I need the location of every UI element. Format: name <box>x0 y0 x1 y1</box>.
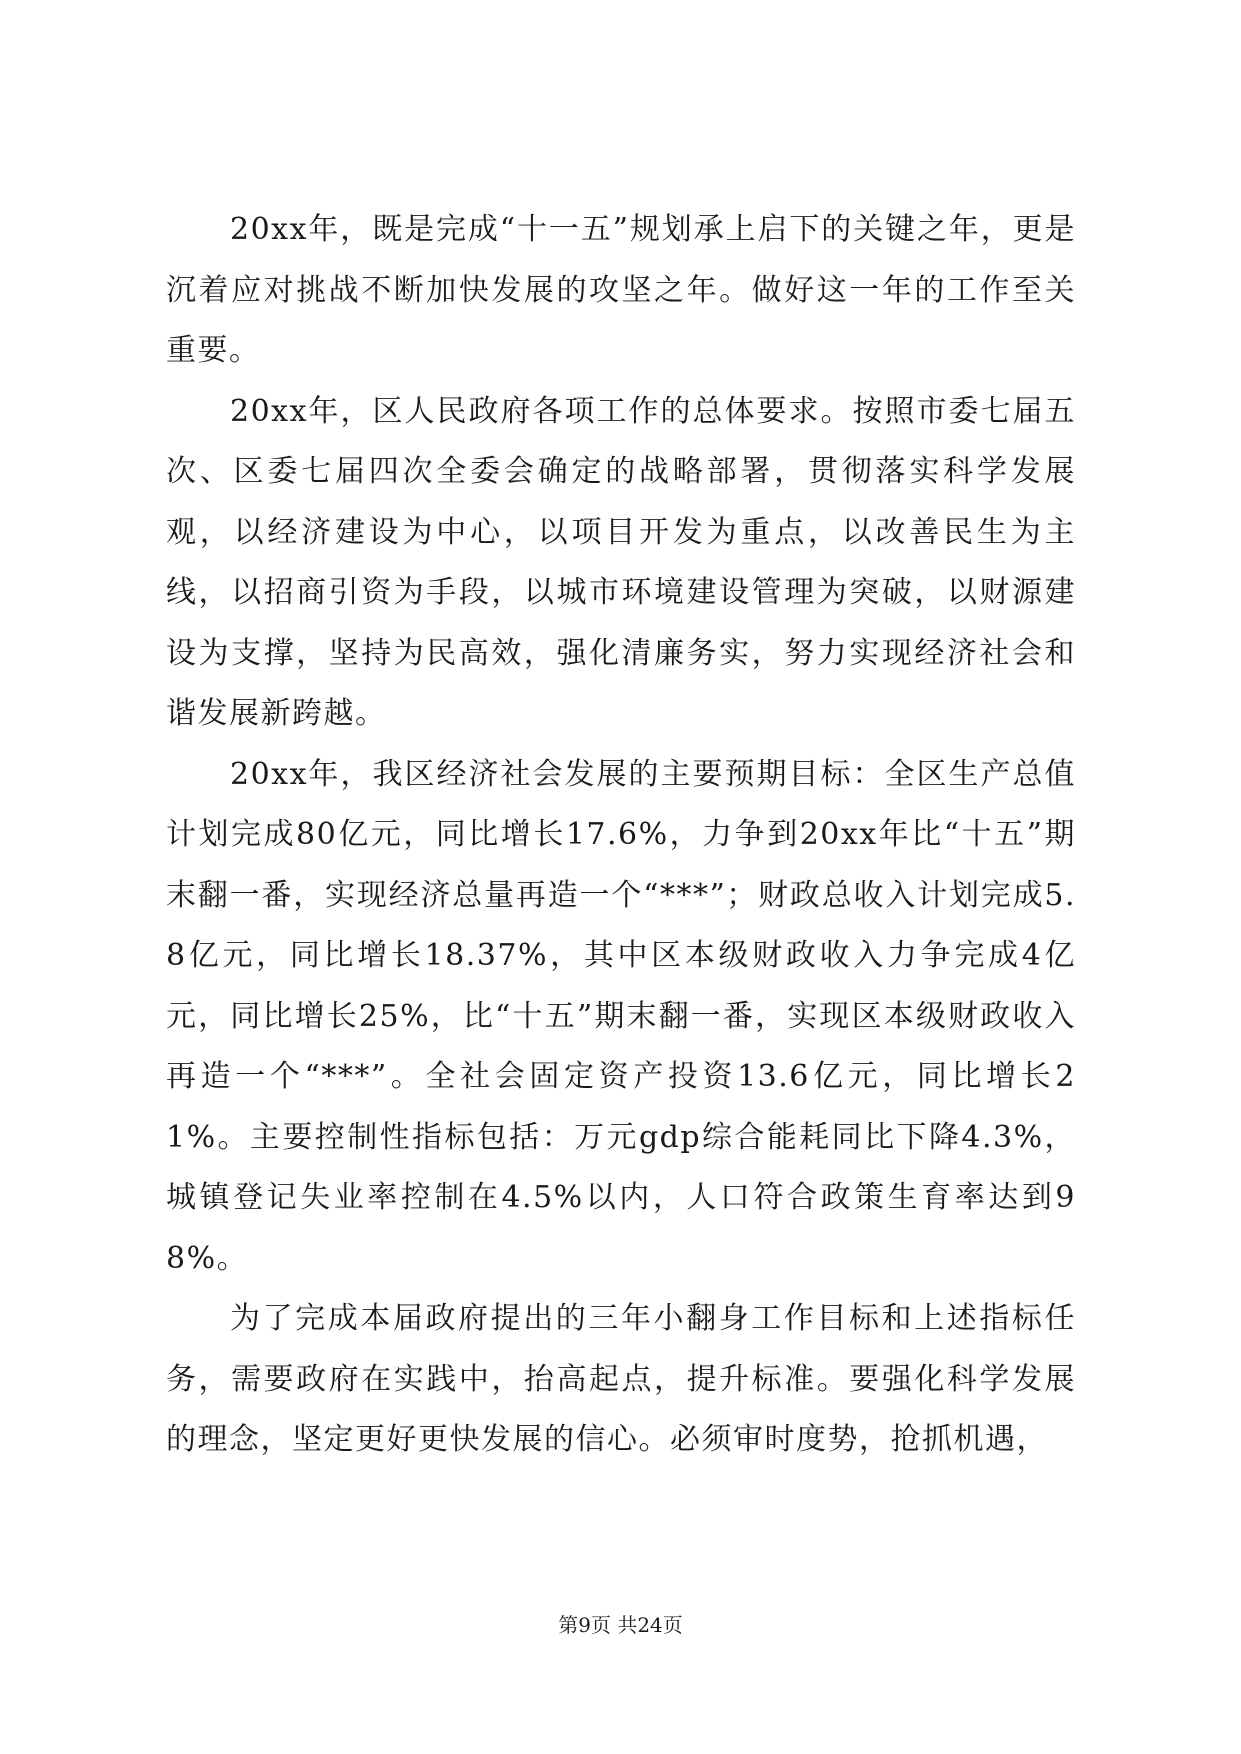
page-footer: 第9页 共24页 <box>558 1613 683 1637</box>
paragraph: 20xx年，既是完成“十一五”规划承上启下的关键之年，更是沉着应对挑战不断加快发展的攻坚之年。做好这一年的工作至关重要。 <box>166 212 1076 368</box>
paragraph: 为了完成本届政府提出的三年小翻身工作目标和上述指标任务，需要政府在实践中，抬高起点，提升标准。要强化科学发展的理念，坚定更好更快发展的信心。必须审时度势，抢抓机遇， <box>166 1301 1076 1457</box>
paragraph: 20xx年，我区经济社会发展的主要预期目标：全区生产总值计划完成80亿元，同比增长17.6%，力争到20xx年比“十五”期末翻一番，实现经济总量再造一个“***”；财政总收入计划完成5.8亿元，同比增长18.37%，其中区本级财政收入力争完成4亿元，同比增长25%，比“十五”期末翻一番，实现区本级财政收入再造一个“***”。全社会固定资产投资13.6亿元，同比增长21%。主要控制性指标包括：万元gdp综合能耗同比下降4.3%，城镇登记失业率控制在4.5%以内，人口符合政策生育率达到98%。 <box>166 756 1076 1276</box>
document-body <box>166 200 1076 1471</box>
paragraph: 20xx年，区人民政府各项工作的总体要求。按照市委七届五次、区委七届四次全委会确定的战略部署，贯彻落实科学发展观，以经济建设为中心，以项目开发为重点，以改善民生为主线，以招商引资为手段，以城市环境建设管理为突破，以财源建设为支撑，坚持为民高效，强化清廉务实，努力实现经济社会和谐发展新跨越。 <box>166 393 1076 731</box>
